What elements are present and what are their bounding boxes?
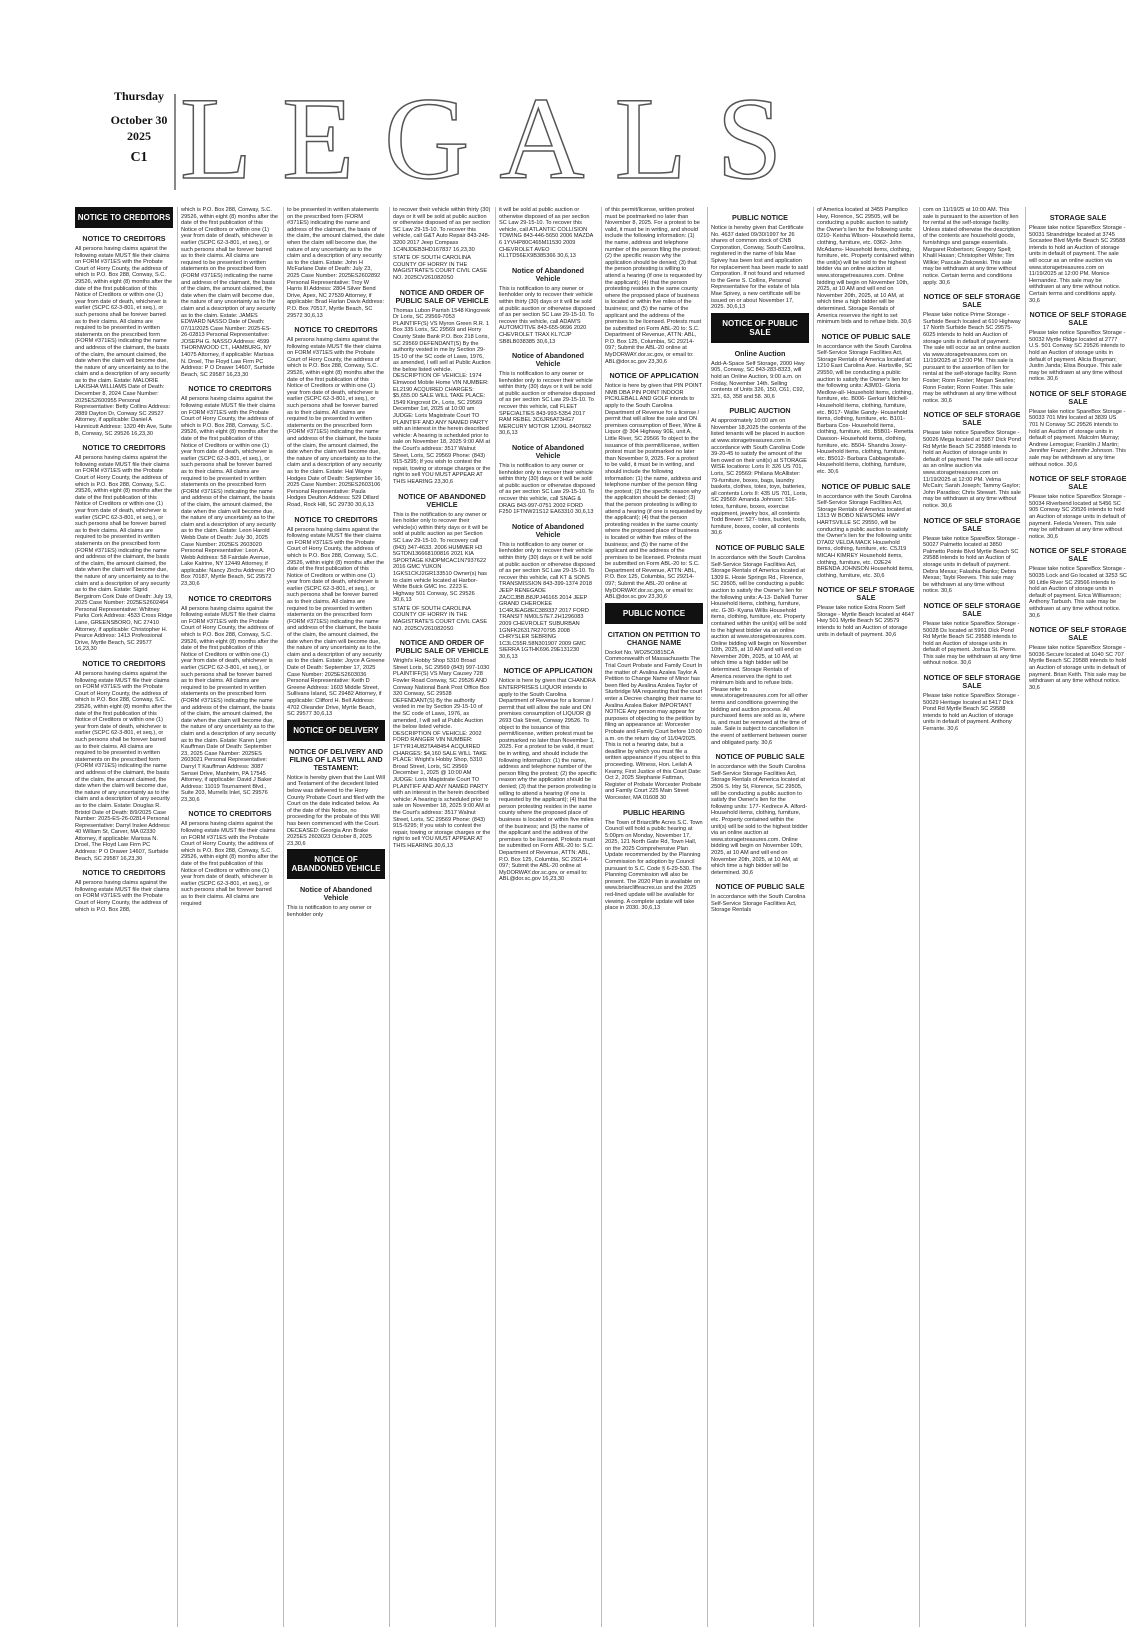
legal-notice: [287, 720, 385, 741]
section-title: LEGALS: [180, 73, 813, 204]
column-rule: [389, 207, 390, 1627]
notice-body: Please take notice Prime Storage - Surfside Beach located at 610 Highway 17 North Surfside Beach SC 29575-6025 intends to hold an Auction of storage units in default of payment. The sale will occur as an online auction via www.storagetreasures.com on 11/19/2025 at 12:00 PM. This sale is pursuant to the assertion of lien for rental at the self-storage facility. Ronn Foster; Ronn Foster; Megan Searles; Ronn Foster; Ronn Foster. This sale may be withdrawn at any time without notice. 30,6: [923, 312, 1021, 404]
notice-heading: PUBLIC NOTICE: [732, 213, 788, 222]
issue-day: Thursday: [113, 89, 165, 103]
legal-notice: [923, 674, 1021, 733]
notice-heading: NOTICE TO CREDITORS: [82, 443, 166, 453]
legal-notice: [393, 207, 491, 253]
notice-heading: NOTICE OF APPLICATION: [609, 371, 699, 381]
legal-notice: [605, 372, 703, 601]
notice-column-8: [817, 207, 915, 1627]
legal-notice: [605, 207, 703, 365]
notice-body: Thomas Lubon Parrish 1548 Kingcreek Dr Loris, SC 29569-7053 PLAINTIFF(S) VS Myron Green R.R. 1 Box 335 Loris, SC 29569 and Horry County State Bank P.O. Box 218 Loris, SC 29569 DEFENDANT(S) By the authority vested in me by Section 29-15-10 of the SC code of Laws, 1976, as amended, I will sell at Public Auction the below listed vehicle. DESCRIPTION OF VEHICLE: 1974 Elmwood Mobile Home VIN NUMBER: EL2190 ACQUIRED CHARGES: $5,655.00 SALE WILL TAKE PLACE: 1549 Kingcrest Dr., Loris, SC 29569 December 1st, 2025 at 10:00 am JUDGE: Loris Magistrate Court TO PLAINTIFF AND ANY NAMED PARTY with an interest in the herein described vehicle: A hearing is scheduled prior to sale on November 18, 2025 9:00 AM at the Court's address: 3517 Walnut Street, Loris, SC 29569 Phone: (843) 915-5295; If you wish to contest the repair, towing or storage charges or the right to sell YOU MUST APPEAR AT THIS HEARING 23,30,6: [393, 307, 491, 485]
notice-body: All persons having claims against the following estate MUST file their claims on FORM #371ES with the Probate Court of Horry County, the address of which is P.O. Box 288, Conway, S.C. 29526, within eight (8) months after the date of the first publication of this Notice of Creditors or within one (1) year from date of death, whichever is earlier (SCPC 62-3-801, et seq.), or such persons shall be forever barred as to their claims. All claims are required to be presented in written statements on the prescribed form (FORM #371ES) indicating the name and address of the claimant, the basis of the claim, the amount claimed, the date when the claim will become due, the nature of any uncertainty as to the claim and a description of any security as to the claim. Estate: Hal Wayne Hodges Date of Death: September 16, 2025 Case Number: 2025ES2603106 Personal Representative: Paula Hodges Deulton Address: 529 Dillard Road, Rock Hill, SC 29730 30,6,13: [287, 337, 385, 508]
legal-notice: [711, 313, 809, 343]
legal-notice: [181, 207, 279, 378]
notice-body: This is notification to any owner or lienholder only to recover their vehicle within thirty (30) days or it will be sold at public auction or otherwise disposed of as per section SC Law 29-15-10. To recover this vehicle, call ADAM'S AUTOMOTIVE 843-655-9696 2020 CHEVROLET TRAX KL7CJP SB8LB038385 30,6,13: [499, 285, 596, 345]
legal-notice: [75, 235, 173, 437]
legal-notice: [605, 809, 703, 912]
legal-notice: [711, 883, 809, 914]
legal-notices-columns: [75, 207, 1127, 1627]
column-rule: [177, 207, 178, 1627]
masthead: [110, 73, 900, 204]
notice-body: In accordance with the South Carolina Self-Service Storage Facilities Act, Storage Rentals of America located at 1309 E. Hosie Springs Rd., Florence, SC 29505, will be conducting a public auction to satisfy the Owner's lien for the following units: A-13- DaNell Turner Household items, clothing, furniture, etc. G-30- Kyana Willis Household items, clothing, furniture, etc. Property contained within the unit(s) will be sold to the highest bidder via an online auction at www.storagetreasures.com. Online bidding will begin on November 10th, 2025, at 10 AM and will end on November 20th, 2025, at 10 AM, at which time a high bidder will be determined. Storage Rentals of America reserves the right to set minimum bids and to refuse bids. Please refer to www.storagetreasures.com for all other terms and conditions governing the bidding and auction process. All purchased items are sold as is, where is, and must be removed at the time of sale. Sale is subject to cancellation in the event of settlement between owner and obligated party. 30,6: [711, 554, 809, 746]
column-rule: [283, 207, 284, 1627]
legal-notice: [711, 753, 809, 876]
notice-heading: NOTICE TO CREDITORS: [82, 868, 166, 878]
legal-notice: [499, 667, 597, 882]
legal-notice: [393, 493, 491, 604]
legal-notice: [711, 544, 809, 746]
notice-heading: NOTICE OF SELF STORAGE SALE: [923, 410, 1021, 428]
notice-heading: NOTICE OF APPLICATION: [503, 666, 593, 676]
legal-notice: [499, 444, 597, 516]
notice-body: Please take notice SpareBox Storage - 50032 Myrtle Ridge located at 2777 U.S. 501 Conway SC 29526 intends to hold an Auction of storage units in default of payment. Alicia Brayman; Justin Janda; Elisa Bouque. This sale may be withdrawn at any time without notice. 30,6: [1029, 330, 1126, 383]
legal-notice: [817, 586, 915, 638]
legal-notice: [923, 293, 1021, 404]
notice-heading: NOTICE OF SELF STORAGE SALE: [923, 673, 1021, 691]
legal-notice: [923, 411, 1021, 509]
notice-body: This is notification to any owner or lienholder only to recover their vehicle within thirty (30) days or it will be sold at public auction or otherwise disposed of as per section SC Law 29-15-10. To recover this vehicle, call KT & SONS TRANSMISSION 843-399-1374 2018 JEEP RENEGADE ZACCJBB.B8JPJ46165 2014 JEEP GRAND CHEROKEE 1C4RJEAG8EC389337 2017 FORD TRANSIT NM0LS7E7.2H1296083 2009 CHEVROLET SUBURBAN 1GNFK26317R270795 2008 CHRYSLER SEBRING 1C3LC55R.58N301907 2009 GMC SIERRA 1GTHK696.29E131230 30,6,13: [499, 541, 596, 660]
notice-body: Please take notice SpareBox Storage - 50033 701 Mini located at 3839 US 701 N Conway SC 29526 intends to hold an Auction of storage units in default of payment. Malcolm Murray; Andrew Lemogue; Franklin J Martin; Jennifer Frazer; Jennifer Johnson. This sale may be withdrawn at any time without notice. 30,6: [1029, 408, 1126, 468]
legal-notice: [499, 207, 597, 260]
notice-heading: NOTICE OF DELIVERY AND FILING OF LAST WILL AND TESTAMENT:: [289, 746, 383, 772]
notice-heading: Notice of Abandoned Vehicle: [511, 521, 584, 539]
notice-body: Please take notice Extra Room Self Storage - Myrtle Beach located at 4647 Hwy 501 Myrtle Beach SC 29579 intends to hold an Auction of storage units in default of payment. 30,6: [817, 605, 915, 638]
notice-column-2: [181, 207, 279, 1627]
notice-heading: NOTICE OF PUBLIC SALE: [715, 542, 805, 552]
notice-body: Notice is here by given that PIN POINT NMB DBA PIN POINT INDOOR PICKLEBALL AND GOLF intends to apply to the South Carolina Department of Revenue for a license / permit that will allow the sale and ON premises consumption of Beer, Wine & Liquor @ 304 Highway 90E, unit A, Little River, SC 29566 To object to the issuance of this permit/license, written protest must be postmarked no later than November 9, 2025. For a protest to be valid, it must be in writing, and should include the following information: (1) the name, address and telephone number of the person filing the protest; (2) the specific reason why the application should be denied; (3) that the person protesting is willing to attend a hearing (if one is requested by the applicant); (4) that the person protesting resides in the same county where the proposed place of business is located or within five miles of the business; and (5) the name of the applicant and the address of the premises to be licensed. Protests must be submitted on Form ABL-20 to: S.C. Department of Revenue, ATTN: ABL, P.O. Box 125, Columbia, SC 29214-097; Submit the ABL-20 online at MyDORWAY.dor.sc.gov, or email to: ABL@dor.sc.gov 23,30,6: [605, 383, 703, 601]
notice-body: In accordance with the South Carolina Self-Service Storage Facilities Act, Storage Rentals: [711, 894, 806, 914]
column-rule: [601, 207, 602, 1627]
notice-body: to recover their vehicle within thirty (30) days or it will be sold at public auction or otherwise disposed of as per section SC Law 29-15-10. To recover this vehicle, call G&T Auto Repair 843-248-3200 2017 Jeep Compass 1C4NJDEB3HD167837 16,23,30: [393, 207, 491, 253]
legal-notice: [923, 602, 1021, 667]
notice-heading: NOTICE OF PUBLIC SALE: [715, 882, 805, 892]
column-rule: [1025, 207, 1026, 1627]
legal-notice: [1029, 475, 1127, 540]
legal-notice: [75, 444, 173, 653]
legal-notice: [393, 289, 491, 486]
legal-notice: [499, 523, 597, 661]
notice-heading: Notice of Abandoned Vehicle: [511, 443, 584, 461]
notice-heading: NOTICE OF PUBLIC SALE: [715, 752, 805, 762]
notice-heading: NOTICE OF SELF STORAGE SALE: [923, 292, 1021, 310]
legal-notice: [1029, 311, 1127, 383]
column-rule: [495, 207, 496, 1627]
section-banner: NOTICE OF DELIVERY: [287, 720, 385, 741]
notice-body: Wright's Hobby Shop 5310 Broad Street Loris, SC 29569 (843) 997-1030 PLAINTIFF(S) VS Mary Causey 728 Fowler Road Conway, SC 29526 AND Conway National Bank Post Office Box 320 Conway, SC 29528 DEFENDANT(S) By the authority vested in me by Section 29-15-10 of the SC code of Laws, 1976, as amended, I will sell at Public Auction the below listed vehicle. DESCRIPTION OF VEHICLE: 2002 FORD RANGER VIN NUMBER: 1FTYR14U82TA48454 ACQUIRED CHARGES: $4,160 SALE WILL TAKE PLACE: Wright's Hobby Shop, 5310 Broad Street, Loris, SC 29569 December 1, 2025 @ 10:00 AM JUDGE: Loris Magistrate Court TO PLAINTIFF AND ANY NAMED PARTY with an interest in the herein described vehicle: A hearing is scheduled prior to sale on November 18, 2025 9:00 AM at the Court's address: 3517 Walnut Street, Loris, SC 29569 Phone: (843) 915-5295; If you wish to contest the repair, towing or storage charges or the right to sell YOU MUST APPEAR AT THIS HEARING 30,6,13: [393, 658, 491, 849]
notice-body: The Town of Briarcliffe Acres S.C. Town Council will hold a public hearing at 5:00pm on Monday, November 17, 2025, 121 North Gate Rd, Town Hall, on the 2025 Comprehensive Plan Update recommended by the Planning Commission for adoption by Council pursuant to S.C. Code § 6-29-530. The Planning Commission will also be present. The 2020 Plan is available on www.briarcliffeacres.us and the 2025 red-lined update will be available for viewing. A complete update will take place in 2030. 30,6,13: [605, 819, 703, 912]
notice-heading: NOTICE TO CREDITORS: [294, 325, 378, 335]
notice-heading: NOTICE OF ABANDONED VEHICLE: [398, 491, 486, 509]
notice-body: All persons having claims against the following estate MUST file their claims on FORM #371ES with the Probate Court of Horry County, the address of which is P.O. Box 288, Conway, S.C. 29526, within eight (8) months after the date of the first publication of this Notice of Creditors or within one (1) year from date of death, whichever is earlier (SCPC 62-3-801, et seq.), or such persons shall be forever barred as to their claims. All claims are required to be presented in written statements on the prescribed form (FORM #371ES) indicating the name and address of the claimant, the basis of the claim, the amount claimed, the date when the claim will become due, the nature of any uncertainty as to the claim and a description of any security as to the claim. Estate: Joyce A Greene Date of Death: September 17, 2025 Case Number: 2025ES2603036 Personal Representative: Keith D Greene Address: 1603 Middle Street, Sullivans Island, SC 29482 Attorney, if applicable: Clifford H. Bell Address: 4702 Oleander Drive, Myrtle Beach, SC 29577 30,6,13: [287, 526, 385, 718]
notice-heading: Notice of Abandoned Vehicle: [299, 885, 372, 903]
notice-heading: NOTICE OF SELF STORAGE SALE: [1029, 546, 1127, 564]
notice-column-7: [711, 207, 809, 1627]
notice-column-9: [923, 207, 1021, 1627]
notice-body: com on 11/19/25 at 10:00 AM. This sale is pursuant to the assertion of lien for rental at the self-storage facility. Unless stated otherwise the description of the contents are household goods, furnishings and garage essentials. Margaret Robertson; Gregory Spell; Khalil Hasan; Christopher White; Tim Wilkie; Pascale Ziskowski. This sale may be withdrawn at any time without notice. Certain terms and conditions apply. 30,6: [923, 207, 1021, 286]
legal-notice: [817, 333, 915, 476]
notice-body: All persons having claims against the following estate MUST file their claims on FORM #371ES with the Probate Court of Horry County, the address of which is P.O. Box 288, Conway, S.C. 29526, within eight (8) months after the date of the first publication of this Notice of Creditors or within one (1) year from date of death, whichever is earlier (SCPC 62-3-801, et seq.), or such persons shall be forever barred as to their claims. All claims are required to be presented in written statements on the prescribed form (FORM #371ES) indicating the name and address of the claimant, the basis of the claim, the amount claimed, the date when the claim will become due, the nature of any uncertainty as to the claim and a description of any security as to the claim. Estate: Leon Harold Webb Date of Death: July 30, 2025 Case Number: 2025ES 2603020 Personal Representative: Leon A. Webb Address: 58 Fairdale Avenue, Lake Katrine, NY 12449 Attorney, if applicable: Nancy Zirchs Address: PO Box 70187, Myrtle Beach, SC 29572 23,30,6: [181, 396, 279, 588]
notice-body: All persons having claims against the following estate MUST file their claims on FORM #371ES with the Probate Court of Horry County, the address of which is P.O. Box 288, Conway, S.C. 29526, within eight (8) months after the date of the first publication of this Notice of Creditors or within one (1) year from date of death, whichever is earlier (SCPC 62-3-801, et seq.), or such persons shall be forever barred as to their claims. All claims are required to be presented in written statements on the prescribed form (FORM #371ES) indicating the name and address of the claimant, the basis of the claim, the amount claimed, the date when the claim will become due, the nature of any uncertainty as to the claim and a description of any security as to the claim. Estate: Douglas R. Bristol Date of Death: 8/9/2025 Case Number: 2025-ES-26-02814 Personal Representative: Darryl Inslee Address: 40 William St, Carver, MA 02330 Attorney, if applicable: Marissa N. Droel, The Floyd Law Firm PC Address: P O Drawer 14607, Surfside Beach, SC 29587 16,23,30: [75, 671, 173, 862]
notice-body: This is notification to any owner or lienholder only: [287, 905, 372, 918]
notice-body: Please take notice SpareBox Storage - 50031 Strandridge located at 3745 Socastee Blvd Myrtle Beach SC 29588 intends to hold an Auction of storage units in default of payment. The sale will occur as an online auction via www.storagetreasures.com on 11/19/2025 at 12:00 PM. Monice Hernandez. This sale may be withdrawn at any time without notice. Certain terms and conditions apply. 30,6: [1029, 225, 1126, 304]
notice-body: In accordance with the South Carolina Self-Service Storage Facilities Act, Storage Rentals of America located at 1210 East Carolina Ave. Hartsville, SC 29550, will be conducting a public auction to satisfy the Owner's lien for the following units: A3M01- Gloria Medlow-all- Household items, clothing, furniture, etc. B006- Gerkari Mitchell- Household items, clothing, furniture, etc. B017- Wallie Gandy- Household items, clothing, furniture, etc. B101- Barbara Cox- Household items, clothing, furniture, etc. B5B01- Renetta Dawson- Household items, clothing, furniture, etc. B504- Shandra Josey- Household items, clothing, furniture, etc. B5012- Barbara Cabbagestalk- Household items, clothing, furniture, etc. 30,6: [817, 343, 914, 475]
notice-body: Docket No. WO25C0815CA Commonwealth of Massachusetts The Trial Court Probate and Family Court In the matter of: Avalina Azalea Taylor A Petition to Change Name of Minor has been filed by Avalina Azalea Taylor of Sturbridge MA requesting that the court enter a Decree changing their name to: Avalina Azalea Baker IMPORTANT NOTICE Any person may appear for purposes of objecting to the petition by filing an appearance at: Worcester Probate and Family Court before 10:00 a.m. on the return day of 11/04/2025. This is not a hearing date, but a deadline by which you must file a written appearance if you object to this proceeding. Witness, Hon. Leilah A Keamy, First Justice of this Court Date: Oct 2, 2025 Stephanie Fattman, Register of Probate Worcester Probate and Family Court 225 Main Street Worcester, MA 01608 30: [605, 649, 703, 801]
notice-body: to be presented in written statements on the prescribed form (FORM #371ES) indicating the name and address of the claimant, the basis of the claim, the amount claimed, the date when the claim will become due, the nature of any uncertainty as to the claim and a description of any security as to the claim. Estate: John H McFarlane Date of Death: July 23, 2025 Case Number: 2025ES2602892 Personal Representative: Troy W Harris III Address: 2804 Silver Bend Drive, Apex, NC 27539 Attorney, if applicable: Brad Harlan Davis Address: P.O. Box 70517, Myrtle Beach, SC 29572 30,6,13: [287, 207, 385, 319]
column-rule: [707, 207, 708, 1627]
legal-notice: [393, 255, 491, 281]
notice-body: of this permit/license, written protest must be postmarked no later than November 8, 2025. For a protest to be valid, it must be in writing, and should include the following information: (1) the name, address and telephone number of the person filing the protest; (2) the specific reason why the application should be denied; (3) that the person protesting is willing to attend a hearing (if one is requested by the applicant); (4) that the person protesting resides in the same county where the proposed place of business is located or within five miles of the business; and (5) the name of the applicant and the address of the premises to be licensed. Protests must be submitted on Form ABL-20 to: S.C. Department of Revenue, ATTN: ABL, P.O. Box 125, Columbia, SC 29214-097; Submit the ABL-20 online at MyDORWAY.dor.sc.gov, or email to: ABL@dor.sc.gov 23,30,6: [605, 207, 703, 365]
legal-notice: [287, 207, 385, 319]
legal-notice: [181, 385, 279, 587]
notice-heading: Notice of Abandoned Vehicle: [511, 265, 584, 283]
legal-notice: [1029, 390, 1127, 468]
notice-body: Add-A-Space Self Storage, 2000 Hwy 905, Conway, SC 843-283-8323, will hold an Online Auction, 9:00 a.m. on Friday, November 14th. Selling contents of Units 326, 150, C61, C92, 321, 63, 358 and 58. 30,6: [711, 360, 805, 400]
legal-notice: [711, 214, 809, 311]
section-banner: NOTICE OF ABANDONED VEHICLE: [287, 849, 385, 879]
notice-body: Please take notice SpareBox Storage - 50029 Heritage located at 5417 Dick Pond Rd Myrtle Beach SC 29588 intends to hold an Auction of storage units in default of payment. Anthony Ferrante. 30,6: [923, 693, 1020, 733]
legal-notice: [287, 886, 385, 918]
legal-notice: [711, 350, 809, 401]
notice-column-6: [605, 207, 703, 1627]
notice-heading: NOTICE OF SELF STORAGE SALE: [923, 515, 1021, 533]
legal-notice: [75, 660, 173, 862]
legal-notice: [75, 869, 173, 913]
notice-heading: NOTICE OF SELF STORAGE SALE: [817, 585, 915, 603]
notice-heading: NOTICE OF PUBLIC SALE: [821, 331, 911, 341]
legal-notice: [287, 516, 385, 718]
notice-body: This is the notification to any owner or lien holder only to recover their vehicle(s) within thirty days or it will be sold at public auction as per Section SC Law 29-15-10. To recovery call (843) 347-4633. 2006 HUMMER H3 5GTDN136668100816 2021 KIA SPORTAGE KNDPMCAC1N7937622 2016 GMC YUKON 1GKS1CKJ2GR133510 Owner(s) has to claim vehicle located at Harbor-White Buick GMC Inc. 2223 E. Highway 501 Conway, SC 29526 30,6,13: [393, 511, 488, 604]
notice-body: Please take notice SpareBox Storage - 50034 Riverbend located at 5456 SC 905 Conway SC 29526 intends to hold an Auction of storage units in default of payment. Felecia Vereen. This sale may be withdrawn at any time without notice. 30,6: [1029, 494, 1126, 540]
legal-notice: [817, 483, 915, 580]
notice-body: which is P.O. Box 288, Conway, S.C. 29526, within eight (8) months after the date of the first publication of this Notice of Creditors or within one (1) year from date of death, whichever is earlier (SCPC 62-3-801, et seq.), or such persons shall be forever barred as to their claims. All claims are required to be presented in written statements on the prescribed form (FORM #371ES) indicating the name and address of the claimant, the basis of the claim, the amount claimed, the date when the claim will become due, the nature of any uncertainty as to the claim and a description of any security as to the claim. Estate: JAMES EDWARD NASSO Date of Death: 07/11/2025 Case Number: 2025-ES-26-02813 Personal Representative: JOSEPH G. NASSO Address: 4599 THORNWOOD CT., HAMBURG, NY 14075 Attorney, if applicable: Marissa N. Droel, The Floyd Law Firm PC Address: P O Drawer 14607, Surfside Beach, SC 29587 16,23,30: [181, 207, 279, 378]
notice-heading: NOTICE OF SELF STORAGE SALE: [1029, 474, 1127, 492]
legal-notice: [181, 810, 279, 907]
notice-heading: NOTICE AND ORDER OF PUBLIC SALE OF VEHICLE: [395, 287, 489, 305]
notice-column-3: [287, 207, 385, 1627]
notice-heading: NOTICE TO CREDITORS: [82, 659, 166, 669]
notice-heading: STORAGE SALE: [1049, 213, 1107, 222]
legal-notice: [287, 748, 385, 848]
legal-notice: [393, 606, 491, 632]
notice-heading: NOTICE OF SELF STORAGE SALE: [923, 600, 1021, 618]
legal-notice: [923, 517, 1021, 595]
notice-heading: NOTICE OF SELF STORAGE SALE: [1029, 388, 1127, 406]
legal-notice: [1029, 626, 1127, 691]
notice-body: All persons having claims against the following estate MUST file their claims on FORM #371ES with the Probate Court of Horry County, the address of which is P.O. Box 288, Conway, S.C. 29526, within eight (8) months after the date of the first publication of this Notice of Creditors or within one (1) year from date of death, whichever is earlier (SCPC 62-3-801, et seq.), or such persons shall be forever barred as to their claims. All claims are required to be presented in written statements on the prescribed form (FORM #371ES) indicating the name and address of the claimant, the basis of the claim, the amount claimed, the date when the claim will become due, the nature of any uncertainty as to the claim and a description of any security as to the claim. Estate: MALORIE LAKISHA WILLIAMS Date of Death: December 8, 2024 Case Number: 2025ES2600955 Personal Representative: Betty Collins Address: 2889 Dayton Dr, Conway SC 29527 Attorney, if applicable: Daniel A Hunnicutt Address: 1320 4th Ave, Suite B, Conway, SC 29526 16,23,30: [75, 246, 173, 437]
notice-body: Notice is hereby given that the Last Will and Testament of the decedent listed below was delivered to the Horry County Probate Court and filed with the Court on the date indicated below. As of the date of this Notice, no proceeding for the probate of this Will has been commenced with the Court. DECEASED: Georgia Ann Brake 2025ES 2603023 October 8, 2025 23,30,6: [287, 774, 385, 847]
legal-notice: [1029, 214, 1127, 304]
column-rule: [919, 207, 920, 1627]
notice-heading: NOTICE TO CREDITORS: [188, 593, 272, 603]
section-banner: NOTICE OF PUBLIC SALE: [711, 313, 809, 343]
notice-heading: NOTICE OF SELF STORAGE SALE: [1029, 310, 1127, 328]
notice-body: Please take notice SpareBox Storage - 50027 Palmetto located at 3850 Palmetto Pointe Blvd Myrtle Beach SC 29588 intends to hold an Auction of storage units in default of payment. Debra Mexas; Falashia Banks; Debra Mexas; Taybi Reeves. This sale may be withdrawn at any time without notice. 30,6: [923, 535, 1020, 595]
notice-body: it will be sold at public auction or otherwise disposed of as per section SC Law 29-15-10. To recover this vehicle, call ATLANTIC COLLISION TOWING 843-446-5650 2006 MAZDA 6 1YVHP80C465M11530 2009 CHEVROLET AVEO KL1TD56EX9B385366 30,6,13: [499, 207, 594, 260]
legal-notice: [393, 639, 491, 849]
legal-notice: [605, 631, 703, 802]
notice-column-5: [499, 207, 597, 1627]
notice-body: All persons having claims against the following estate MUST file their claims on FORM #371ES with the Probate Court of Horry County, the address of which is P.O. Box 288, Conway, S.C. 29526, within eight (8) months after the date of the first publication of this Notice of Creditors or within one (1) year from date of death, whichever is earlier (SCPC 62-3-801, et seq.), or such persons shall be forever barred as to their claims. All claims are required to be presented in written statements on the prescribed form (FORM #371ES) indicating the name and address of the claimant, the basis of the claim, the amount claimed, the date when the claim will become due, the nature of any uncertainty as to the claim and a description of any security as to the claim. Estate: Sigrid Bergstrom Cork Date of Death: July 19, 2025 Case Number: 2025ES2602464 Personal Representative: Whitney Parks Cork Address: 4533 Cross Ridge Lane, GREENSBORO, NC 27410 Attorney, if applicable: Christopher H. Pearce Address: 1413 Professional Drive, Myrtle Beach, SC 29577 16,23,30: [75, 455, 173, 653]
notice-heading: Notice of Abandoned Vehicle: [511, 351, 584, 369]
legal-notice: [711, 407, 809, 537]
notice-column-10: [1029, 207, 1127, 1627]
notice-body: In accordance with the South Carolina Self-Service Storage Facilities Act, Storage Rentals of America located at 1313 W BOBO NEWSOME HWY HARTSVILLE SC 29550, will be conducting a public auction to satisfy the Owner's lien for the following units: D7A02 VELDA MACK Household items, clothing, furniture, etc. C5J19 MICAH KIMREY Household items, clothing, furniture, etc. O2E24 BRENDA JOHNSON Household items, clothing, furniture, etc. 30,6: [817, 493, 914, 579]
notice-body: Please take notice SpareBox Storage - 50035 Lock and Go located at 3253 SC 90 Little River SC 29566 intends to hold an Auction of storage units in default of payment. Erica Williamson; Anthony Tarbush. This sale may be withdrawn at any time without notice. 30,6: [1029, 566, 1127, 619]
issue-date-block: [110, 88, 168, 166]
notice-column-4: [393, 207, 491, 1627]
notice-heading: NOTICE TO CREDITORS: [188, 809, 272, 819]
issue-year: 2025: [127, 129, 151, 143]
notice-column-1: [75, 207, 173, 1627]
notice-heading: NOTICE TO CREDITORS: [82, 234, 166, 243]
notice-body: STATE OF SOUTH CAROLINA COUNTY OF HORRY IN THE MAGISTRATE'S COURT CIVIL CASE NO. 2025CV2610820S0: [393, 255, 488, 281]
notice-body: All persons having claims against the following estate MUST file their claims on FORM #371ES with the Probate Court of Horry County, the address of which is P.O. Box 288, Conway, S.C. 29526, within eight (8) months after the date of the first publication of this Notice of Creditors or within one (1) year from date of death, whichever is earlier (SCPC 62-3-801, et seq.), or such persons shall be forever barred as to their claims. All claims are required: [181, 821, 279, 907]
notice-heading: NOTICE AND ORDER OF PUBLIC SALE OF VEHICLE: [395, 638, 489, 656]
legal-notice: [181, 595, 279, 804]
legal-notice: [605, 603, 703, 624]
notice-body: of America located at 3455 Pamplico Hwy, Florence, SC 29505, will be conducting a public auction to satisfy the Owner's lien for the following units: 0210- Keisha Wilson- Household items, clothing, furniture, etc. 0362- John McAdams- Household items, clothing, furniture, etc. Property contained within the unit(s) will be sold to the highest bidder via an online auction at www.storagetreasures.com. Online bidding will begin on November 10th, 2025, at 10 AM and will end on November 20th, 2025, at 10 AM, at which time a high bidder will be determined. Storage Rentals of America reserves the right to set minimum bids and to refuse bids. 30,6: [817, 207, 915, 326]
legal-notice: [923, 207, 1021, 286]
notice-heading: PUBLIC HEARING: [623, 807, 685, 817]
notice-heading: NOTICE TO CREDITORS: [294, 514, 378, 524]
page-number: C1: [130, 150, 148, 165]
notice-body: In accordance with the South Carolina Self-Service Storage Facilities Act, Storage Rentals of America located at 2506 S. Irby St, Florence, SC 29505, will be conducting a public auction to satisfy the Owner's lien for the following units: 177- Kedrece A. Alford- Household items, clothing, furniture, etc. Property contained within the unit(s) will be sold to the highest bidder via an online auction at www.storagetreasures.com. Online bidding will begin on November 10th, 2025, at 10 AM and will end on November 20th, 2025, at 10 AM, at which time a high bidder will be determined. 30,6: [711, 764, 808, 876]
notice-body: Please take notice SpareBox Storage - 50036 Secure located at 1040 SC 707 Myrtle Beach SC 29588 intends to hold an Auction of storage units in default of payment. Brian Keith. This sale may be withdrawn at any time without notice. 30,6: [1029, 645, 1127, 691]
section-banner: NOTICE TO CREDITORS: [75, 207, 173, 228]
section-banner: PUBLIC NOTICE: [605, 603, 703, 624]
masthead-divider: [174, 94, 176, 190]
notice-heading: Online Auction: [734, 348, 786, 358]
notice-body: STATE OF SOUTH CAROLINA COUNTY OF HORRY IN THE MAGISTRATE'S COURT CIVIL CASE NO. 2025CV2610820S0: [393, 605, 488, 632]
issue-date: October 30: [110, 113, 168, 127]
legal-notice: [499, 267, 597, 345]
notice-body: All persons having claims against the following estate MUST file their claims on FORM #371ES with the Probate Court of Horry County, the address of which is P.O. Box 288, Conway, S.C. 29526, within eight (8) months after the date of the first publication of this Notice of Creditors or within one (1) year from date of death, whichever is earlier (SCPC 62-3-801, et seq.), or such persons shall be forever barred as to their claims. All claims are required to be presented in written statements on the prescribed form (FORM #371ES) indicating the name and address of the claimant, the basis of the claim, the amount claimed, the date when the claim will become due, the nature of any uncertainty as to the claim and a description of any security as to the claim. Estate: Karen Lynn Kauffman Date of Death: September 23, 2025 Case Number: 2025ES 2603021 Personal Representative: Darryl T Kauffman Address: 3087 Sensei Drive, Manheim, PA 17545 Attorney, if applicable: David J Baker Address: 11019 Tournament Blvd., Suite 203, Murrells Inlet, SC 29576 23,30,6: [181, 605, 279, 803]
notice-heading: NOTICE OF SELF STORAGE SALE: [1029, 625, 1127, 643]
column-rule: [813, 207, 814, 1627]
notice-body: Notice is here by given that CHANDRA ENTERPRISES LIQUOR intends to apply to the South Carolina Department of Revenue for a license / permit that will allow the sale and ON premises consumption of LIQUOR @ 2693 Oak Street, Conway 29526. To object to the issuance of this permit/license, written protest must be postmarked no later than November 1, 2025. For a protest to be valid, it must be in writing, and should include the following information: (1) the name, address and telephone number of the person filing the protest; (2) the specific reason why the application should be denied; (3) that the person protesting is willing to attend a hearing (if one is requested by the applicant); (4) that the person protesting resides in the same county where the proposed place of business is located or within five miles of the business; and (5) the name of the applicant and the address of the premises to be licensed. Protests must be submitted on Form ABL-20 to: S.C. Department of Revenue, ATTN: ABL, P.O. Box 125, Columbia, SC 29214-097; Submit the ABL-20 online at MyDORWAY.dor.sc.gov, or email to: ABL@dor.sc.gov 16,23,30: [499, 678, 597, 883]
notice-body: All persons having claims against the following estate MUST file their claims on FORM #371ES with the Probate Court of Horry County, the address of which is P.O. Box 288,: [75, 880, 170, 913]
notice-heading: PUBLIC AUCTION: [729, 406, 791, 416]
notice-body: This is notification to any owner or lienholder only to recover their vehicle within thirty (30) days or it will be sold at public auction or otherwise disposed of as per section SC Law 29-15-10. To recover this vehicle, call FLEET SPECIALTIES 843-993-5354 2017 RAM REBEL 3C6JR6AT3HG7 MERCURY MOTOR 1ZXKL 8407662 30,6,13: [499, 371, 596, 437]
legal-notice: [287, 326, 385, 508]
notice-heading: CITATION ON PETITION TO CHANGE NAME: [607, 629, 701, 647]
notice-body: This is notification to any owner or lienholder only to recover their vehicle within thirty (30) days or it will be sold at public auction or otherwise disposed of as per section SC Law 29-15-10. To recover this vehicle, call SNAG & DRAG 843-997-0751 2002 FORD F250 1FTNW21S12 EA63310 30,6,13: [499, 463, 596, 516]
legal-notice: [499, 352, 597, 437]
notice-heading: NOTICE TO CREDITORS: [188, 384, 272, 394]
notice-body: Please take notice SpareBox Storage - 50028 Ds located at 5991 Dick Pond Rd Myrtle Beach SC 29588 intends to hold an Auction of storage units in default of payment. Joshua St. Pierre. This sale may be withdrawn at any time without notice. 30,6: [923, 620, 1021, 667]
legal-notice: [287, 849, 385, 879]
notice-body: Notice is hereby given that Certificate No. 4637 dated 09/30/1997 for 26 shares of common stock of CNB Corporation, Conway, South Carolina, registered in the name of Isla Mae Spivey has been lost and application for replacement has been made to said Corporation. If not found and returned to the Gene S. Collins, Personal Representative for the estate of Isla Mae Spivey, a new certificate will be issued on or about November 17, 2025. 30,6,13: [711, 225, 809, 311]
notice-body: Please take notice SpareBox Storage - 50026 Mega located at 3957 Dick Pond Rd Myrtle Beach SC 29588 intends to hold an Auction of storage units in default of payment. The sale will occur as an online auction via www.storagetreasures.com on 11/19/2025 at 12:00 PM. Velma McCain; Sarah Joseph; Tammy Gaylor; John Paradiso; Chris Stewart. This sale may be withdrawn at any time without notice. 30,6: [923, 430, 1021, 509]
legal-notice: [1029, 547, 1127, 619]
notice-heading: NOTICE OF PUBLIC SALE: [821, 481, 911, 491]
notice-body: At approximately 10:00 am on November 18,2025 the contents of the listed tenants will be placed in auction at www.storagetreasures.com in accordance with South Carolina Code 39-20-45 to satisfy the amount of the lien owed on their unit(s) at STORAGE WISE locations: Loris II: 326 US 701, Loris, SC 29569: Philana McAllister: 79-furniture, boxes, bags, laundry baskets, clothes, totes, toys, batteries, all contents Loris II: 435 US 701, Loris, SC 29569: Amanda Johnson: 516- totes, furniture, boxes, exercise equipment, jewelry box, all contents Todd Brewer: 527- totes, bucket, tools, furniture, boxes, cooler, all contents 30,6: [711, 418, 808, 537]
legal-notice: [817, 207, 915, 326]
